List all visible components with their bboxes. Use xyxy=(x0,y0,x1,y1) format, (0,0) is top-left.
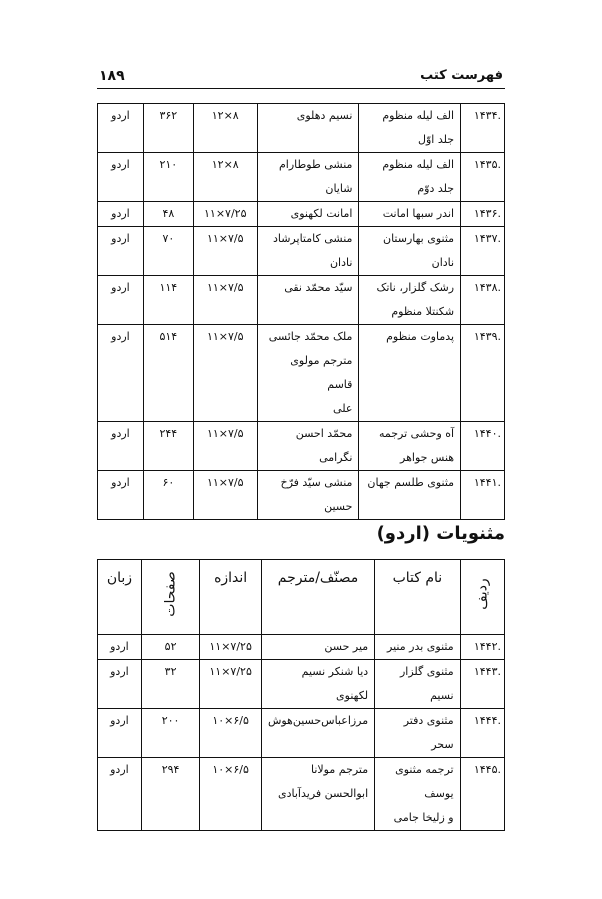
book-title xyxy=(359,276,461,325)
book-size: ۱۲×۸ xyxy=(193,104,257,153)
page-count: ۵۲ xyxy=(141,635,199,660)
book-size: ۱۱×۷/۲۵ xyxy=(193,202,257,227)
book-size: ۱۱×۷/۵ xyxy=(193,471,257,520)
author-name xyxy=(257,325,359,422)
running-title: فهرست کتب xyxy=(420,68,503,83)
book-title xyxy=(359,202,461,227)
book-size: ۱۱×۷/۵ xyxy=(193,276,257,325)
book-title xyxy=(375,709,460,758)
language: اردو xyxy=(98,471,144,520)
language: اردو xyxy=(98,276,144,325)
table-row xyxy=(98,758,505,831)
book-title xyxy=(359,325,461,422)
author-name-line: لکهنوی xyxy=(336,689,369,702)
author-name xyxy=(257,153,359,202)
table-row xyxy=(98,227,505,276)
running-header xyxy=(97,64,505,89)
table-row xyxy=(98,325,505,422)
table-row xyxy=(98,471,505,520)
author-name-line: محمّد احسن xyxy=(295,427,353,440)
book-title-line: اندر سبها امانت xyxy=(382,207,455,220)
language: اردو xyxy=(98,660,142,709)
book-size: ۱۱×۷/۲۵ xyxy=(200,660,262,709)
language: اردو xyxy=(98,422,144,471)
author-name xyxy=(257,227,359,276)
row-number: .۱۴۳۴ xyxy=(461,104,505,153)
author-name-line: ملک محمّد جائسی xyxy=(268,330,353,343)
page-count: ۲۱۰ xyxy=(143,153,193,202)
book-size: ۱۱×۷/۵ xyxy=(193,422,257,471)
section-heading: مثنویات (اردو) xyxy=(376,523,505,544)
book-size: ۱۰×۶/۵ xyxy=(200,758,262,831)
page-count: ۲۰۰ xyxy=(141,709,199,758)
book-title-line: شکنتلا منظوم xyxy=(391,305,455,318)
language: اردو xyxy=(98,227,144,276)
book-title-line: نادان xyxy=(431,256,455,269)
author-name-line: علی xyxy=(333,402,353,415)
header-row-number: ردیف xyxy=(460,560,504,635)
book-title-line: جلد دوّم xyxy=(417,182,455,195)
page-count: ۳۲ xyxy=(141,660,199,709)
language: اردو xyxy=(98,635,142,660)
row-number: .۱۴۴۰ xyxy=(461,422,505,471)
author-name-line: سیّد محمّد نقی xyxy=(284,281,353,294)
author-name xyxy=(257,422,359,471)
book-title-line: رشک گلزار، ناتک xyxy=(376,281,455,294)
book-title-line: و زلیخا جامی xyxy=(393,811,454,824)
row-number: .۱۴۴۵ xyxy=(460,758,504,831)
author-name-line: امانت لکهنوی xyxy=(290,207,353,220)
book-title xyxy=(359,104,461,153)
author-name-line: ابوالحسن فریدآبادی xyxy=(278,787,369,800)
page-count: ۵۱۴ xyxy=(143,325,193,422)
row-number: .۱۴۴۲ xyxy=(460,635,504,660)
book-title-line: مثنوی بدر منیر xyxy=(387,640,454,653)
table-row xyxy=(98,422,505,471)
author-name xyxy=(257,104,359,153)
row-number: .۱۴۳۸ xyxy=(461,276,505,325)
page-count: ۴۸ xyxy=(143,202,193,227)
book-title-line: الف لیله منظوم xyxy=(382,158,455,171)
table-row xyxy=(98,104,505,153)
book-title-line: پدماوت منظوم xyxy=(386,330,455,343)
page-count: ۷۰ xyxy=(143,227,193,276)
table-row xyxy=(98,660,505,709)
book-title xyxy=(359,471,461,520)
author-name xyxy=(257,202,359,227)
header-author-translator: مصنّف/مترجم xyxy=(261,560,374,635)
book-title-line: مثنوی دفتر سحر xyxy=(403,714,454,751)
book-title-line: مثنوی بهارستان xyxy=(382,232,455,245)
masnavi-urdu-table xyxy=(97,559,505,831)
row-number: .۱۴۴۴ xyxy=(460,709,504,758)
book-title xyxy=(359,422,461,471)
language: اردو xyxy=(98,325,144,422)
book-title xyxy=(359,227,461,276)
author-name-line: نگرامی xyxy=(319,451,353,464)
author-name-line: منشی طوطارام شایان xyxy=(279,158,353,195)
author-name xyxy=(261,709,374,758)
book-title-line: جلد اوّل xyxy=(418,133,455,146)
table-row xyxy=(98,276,505,325)
page-count: ۲۴۴ xyxy=(143,422,193,471)
author-name-line: منشی سیّد فرّخ xyxy=(280,476,353,489)
page-count: ۲۹۴ xyxy=(141,758,199,831)
table-header-row xyxy=(98,560,505,635)
table-row xyxy=(98,202,505,227)
page-count: ۳۶۲ xyxy=(143,104,193,153)
book-title-line: هنس جواهر xyxy=(400,451,455,464)
author-name-line: منشی کامتاپرشاد xyxy=(272,232,353,245)
book-title xyxy=(359,153,461,202)
row-number: .۱۴۳۷ xyxy=(461,227,505,276)
author-name xyxy=(257,276,359,325)
row-number: .۱۴۴۳ xyxy=(460,660,504,709)
book-title xyxy=(375,660,460,709)
header-size: اندازه xyxy=(200,560,262,635)
row-number: .۱۴۴۱ xyxy=(461,471,505,520)
language: اردو xyxy=(98,104,144,153)
book-title-line: مثنوی گلزار نسیم xyxy=(399,665,454,702)
table-row xyxy=(98,635,505,660)
author-name xyxy=(261,635,374,660)
author-name xyxy=(261,660,374,709)
author-name-line: حسین xyxy=(324,500,353,513)
header-book-title: نام کتاب xyxy=(375,560,460,635)
table-row xyxy=(98,709,505,758)
author-name-line: مترجم مولوی قاسم xyxy=(290,354,353,391)
book-size: ۱۲×۸ xyxy=(193,153,257,202)
page-count: ۱۱۴ xyxy=(143,276,193,325)
language: اردو xyxy=(98,153,144,202)
book-size: ۱۱×۷/۵ xyxy=(193,325,257,422)
language: اردو xyxy=(98,758,142,831)
author-name xyxy=(261,758,374,831)
language: اردو xyxy=(98,709,142,758)
book-title-line: مثنوی طلسم جهان xyxy=(367,476,455,489)
book-size: ۱۱×۷/۲۵ xyxy=(200,635,262,660)
author-name-line: مرزاعباس‌حسین‌هوش xyxy=(267,714,369,727)
catalog-table-continued xyxy=(97,103,505,520)
row-number: .۱۴۳۵ xyxy=(461,153,505,202)
book-title-line: ترجمه مثنوی یوسف xyxy=(395,763,454,800)
book-size: ۱۰×۶/۵ xyxy=(200,709,262,758)
book-title-line: الف لیله منظوم xyxy=(382,109,455,122)
page-number: ۱۸۹ xyxy=(99,68,125,84)
page-count: ۶۰ xyxy=(143,471,193,520)
book-title xyxy=(375,635,460,660)
author-name-line: نسیم دهلوی xyxy=(296,109,353,122)
author-name-line: نادان xyxy=(329,256,353,269)
header-pages: صفحات xyxy=(141,560,199,635)
language: اردو xyxy=(98,202,144,227)
book-title-line: آه وحشی ترجمه xyxy=(378,427,455,440)
row-number: .۱۴۳۶ xyxy=(461,202,505,227)
book-size: ۱۱×۷/۵ xyxy=(193,227,257,276)
author-name xyxy=(257,471,359,520)
book-title xyxy=(375,758,460,831)
table-row xyxy=(98,153,505,202)
author-name-line: مترجم مولانا xyxy=(310,763,369,776)
author-name-line: دیا شنکر نسیم xyxy=(301,665,369,678)
author-name-line: میر حسن xyxy=(324,640,369,653)
header-language: زبان xyxy=(98,560,142,635)
row-number: .۱۴۳۹ xyxy=(461,325,505,422)
